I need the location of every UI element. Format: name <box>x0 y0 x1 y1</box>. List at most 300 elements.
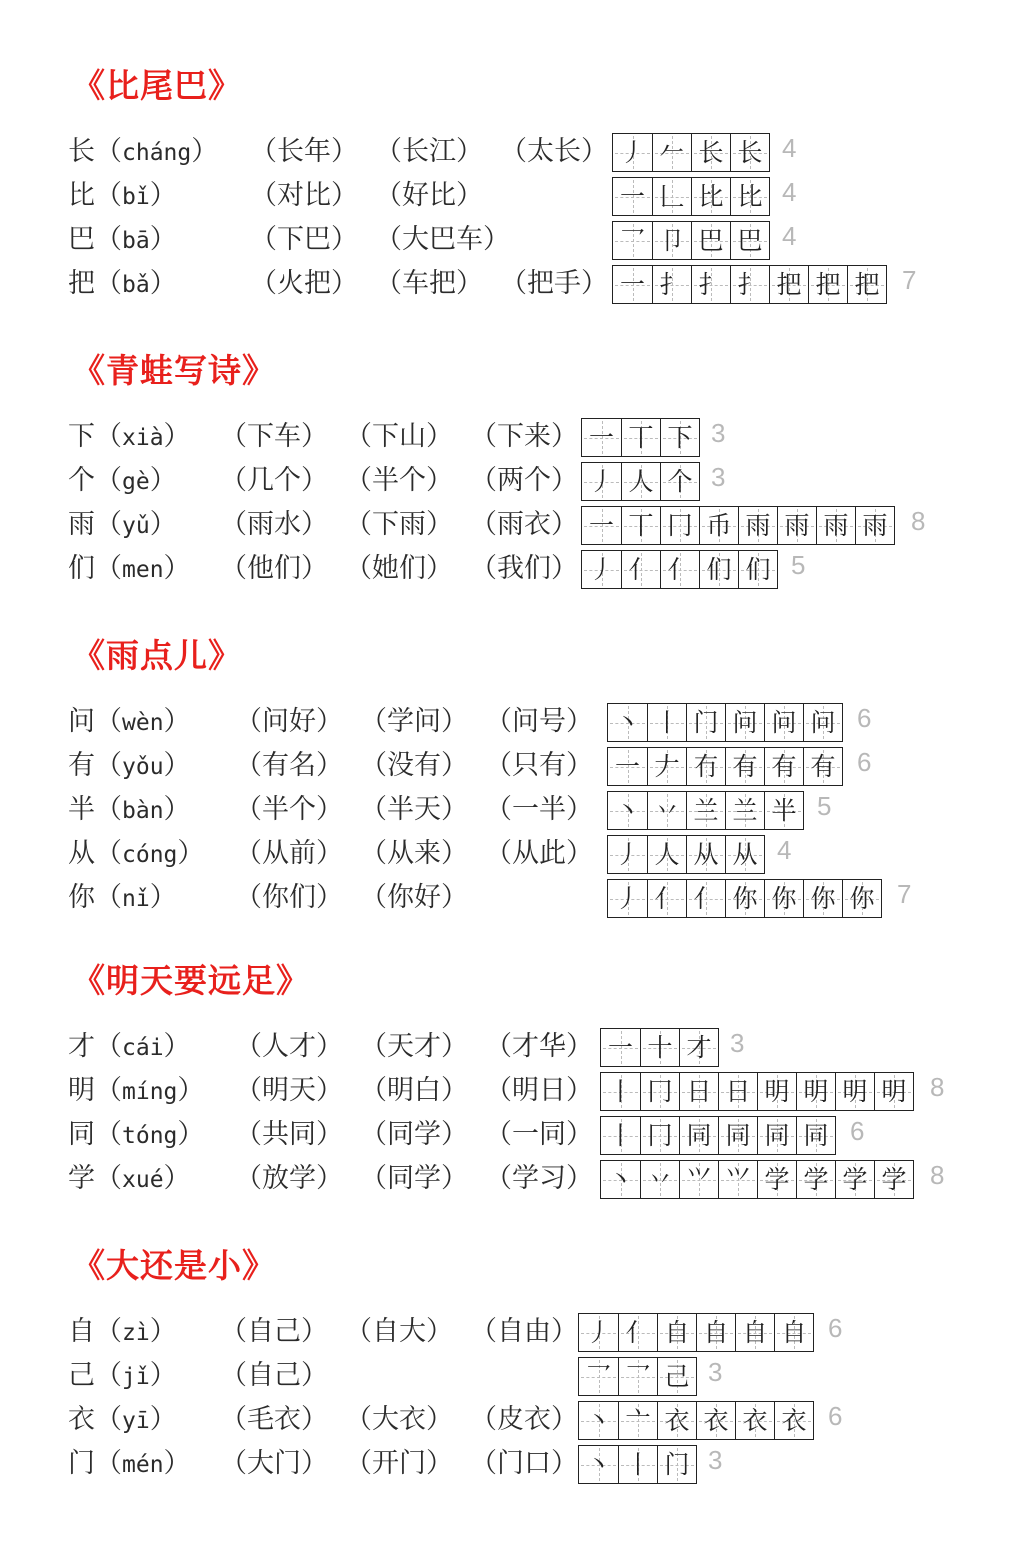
stroke-step: 你 <box>810 884 836 913</box>
paren: ） <box>177 1075 205 1106</box>
character <box>68 1312 177 1353</box>
stroke-step: 一 <box>588 423 614 452</box>
stroke-box <box>725 836 764 873</box>
stroke-step: 丶 <box>614 708 640 737</box>
stroke-step: 𠂉 <box>659 138 685 167</box>
stroke-box <box>608 748 647 785</box>
stroke-box <box>691 178 730 215</box>
pinyin: men <box>122 557 164 583</box>
word-example: （好比） <box>375 180 483 211</box>
stroke-box <box>679 1029 718 1066</box>
stroke-box <box>718 1117 757 1154</box>
paren: ） <box>149 882 177 913</box>
paren: ） <box>149 180 177 211</box>
character-row <box>0 505 1015 549</box>
paren: （ <box>95 706 122 737</box>
character <box>68 1071 204 1112</box>
character-row <box>0 220 1015 264</box>
pinyin: yǔ <box>122 513 150 539</box>
stroke-box <box>652 222 691 259</box>
stroke-box <box>660 463 699 500</box>
stroke-box <box>730 222 769 259</box>
stroke-step: 丅 <box>628 511 654 540</box>
stroke-step: 雨 <box>784 511 810 540</box>
stroke-box <box>764 880 803 917</box>
stroke-box <box>640 1073 679 1110</box>
stroke-order-grid <box>607 879 882 918</box>
character-row <box>0 790 1015 834</box>
character <box>68 176 177 217</box>
stroke-order-grid <box>581 506 895 545</box>
stroke-box <box>735 1402 774 1439</box>
stroke-box <box>757 1161 796 1198</box>
character-row <box>0 264 1015 308</box>
paren: （ <box>95 421 122 452</box>
word-example: （太长） <box>500 136 608 167</box>
stroke-step: 币 <box>706 511 732 540</box>
word-example: （长江） <box>375 136 483 167</box>
character-glyph: 衣 <box>68 1404 95 1435</box>
stroke-step: 长 <box>698 138 724 167</box>
character-row <box>0 1071 1015 1115</box>
stroke-box <box>640 1117 679 1154</box>
stroke-count: 6 <box>828 1313 843 1343</box>
stroke-box <box>579 1314 618 1351</box>
lesson-section <box>0 955 1015 1203</box>
word-example: （雨衣） <box>470 509 578 540</box>
stroke-box <box>764 792 803 829</box>
stroke-step: 自 <box>742 1318 768 1347</box>
stroke-step: 𠂇 <box>654 752 680 781</box>
stroke-box <box>679 1161 718 1198</box>
character-glyph: 学 <box>68 1163 95 1194</box>
stroke-step: 一 <box>614 752 640 781</box>
stroke-box <box>640 1029 679 1066</box>
stroke-step: 学 <box>764 1165 790 1194</box>
stroke-step: 丨 <box>654 708 680 737</box>
stroke-step: 同 <box>686 1121 712 1150</box>
stroke-step: 把 <box>854 270 880 299</box>
stroke-step: 一 <box>619 182 645 211</box>
word-example: （问号） <box>485 706 593 737</box>
stroke-step: 乛 <box>619 226 645 255</box>
stroke-order-grid <box>600 1160 914 1199</box>
word-example: （问好） <box>235 706 343 737</box>
stroke-box <box>686 704 725 741</box>
stroke-step: 丶 <box>614 796 640 825</box>
word-example: （明白） <box>360 1075 468 1106</box>
stroke-step: 有 <box>732 752 758 781</box>
pinyin: xué <box>122 1167 164 1193</box>
stroke-step: 从 <box>693 840 719 869</box>
stroke-step: 乛 <box>585 1362 611 1391</box>
stroke-step: 你 <box>849 884 875 913</box>
stroke-step: 明 <box>881 1077 907 1106</box>
stroke-step: 问 <box>771 708 797 737</box>
stroke-count: 3 <box>708 1445 723 1475</box>
paren: （ <box>95 1448 122 1479</box>
stroke-step: 亻 <box>693 884 719 913</box>
stroke-box <box>601 1073 640 1110</box>
paren: ） <box>163 1031 191 1062</box>
paren: ） <box>149 509 177 540</box>
stroke-box <box>808 266 847 303</box>
paren: （ <box>95 465 122 496</box>
word-example: （开门） <box>345 1448 453 1479</box>
word-example: （从前） <box>235 838 343 869</box>
paren: （ <box>95 224 122 255</box>
stroke-step: 冇 <box>693 752 719 781</box>
stroke-step: 兰 <box>732 796 758 825</box>
character <box>68 220 177 261</box>
stroke-step: 丿 <box>614 884 640 913</box>
lesson-title: 《青蛙写诗》 <box>72 351 276 390</box>
stroke-step: 明 <box>842 1077 868 1106</box>
stroke-step: 人 <box>654 840 680 869</box>
word-example: （没有） <box>360 750 468 781</box>
paren: ） <box>177 838 205 869</box>
pinyin: zì <box>122 1320 150 1346</box>
lesson-title: 《大还是小》 <box>72 1246 276 1285</box>
stroke-box <box>777 507 816 544</box>
pinyin: bā <box>122 228 150 254</box>
stroke-box <box>691 266 730 303</box>
stroke-count: 7 <box>897 879 912 909</box>
stroke-step: 己 <box>664 1362 690 1391</box>
stroke-box <box>579 1446 618 1483</box>
paren: ） <box>163 421 191 452</box>
stroke-step: 一 <box>588 511 614 540</box>
stroke-box <box>618 1446 657 1483</box>
paren: ） <box>149 1404 177 1435</box>
paren: （ <box>95 509 122 540</box>
word-example: （几个） <box>220 465 328 496</box>
character-glyph: 才 <box>68 1031 95 1062</box>
word-example: （毛衣） <box>220 1404 328 1435</box>
stroke-step: 丶 <box>585 1450 611 1479</box>
stroke-count: 3 <box>730 1028 745 1058</box>
stroke-count: 4 <box>777 835 792 865</box>
stroke-box <box>796 1073 835 1110</box>
character-glyph: 们 <box>68 553 95 584</box>
word-example: （只有） <box>485 750 593 781</box>
word-example: （才华） <box>485 1031 593 1062</box>
stroke-box <box>874 1161 913 1198</box>
stroke-step: 丨 <box>607 1121 633 1150</box>
character <box>68 505 177 546</box>
stroke-order-grid <box>600 1028 719 1067</box>
character-row <box>0 1159 1015 1203</box>
stroke-step: 从 <box>732 840 758 869</box>
pinyin: bǐ <box>122 184 150 210</box>
stroke-box <box>657 1358 696 1395</box>
stroke-box <box>842 880 881 917</box>
character-glyph: 把 <box>68 268 95 299</box>
paren: ） <box>177 1119 205 1150</box>
stroke-box <box>652 134 691 171</box>
word-example: （一同） <box>485 1119 593 1150</box>
stroke-box <box>582 551 621 588</box>
stroke-step: 日 <box>686 1077 712 1106</box>
character <box>68 702 191 743</box>
word-example: （下雨） <box>345 509 453 540</box>
stroke-box <box>582 507 621 544</box>
stroke-step: 把 <box>815 270 841 299</box>
paren: （ <box>95 268 122 299</box>
character <box>68 1356 177 1397</box>
stroke-step: 卩 <box>659 226 685 255</box>
paren: ） <box>163 706 191 737</box>
stroke-step: 你 <box>732 884 758 913</box>
character <box>68 417 191 458</box>
character <box>68 1400 177 1441</box>
stroke-box <box>874 1073 913 1110</box>
word-example: （两个） <box>470 465 578 496</box>
character-row <box>0 1400 1015 1444</box>
stroke-count: 4 <box>782 177 797 207</box>
word-example: （学问） <box>360 706 468 737</box>
word-example: （人才） <box>235 1031 343 1062</box>
stroke-box <box>816 507 855 544</box>
stroke-box <box>686 880 725 917</box>
paren: ） <box>191 136 219 167</box>
stroke-step: 有 <box>771 752 797 781</box>
word-example: （大巴车） <box>375 224 510 255</box>
stroke-step: 丿 <box>588 555 614 584</box>
stroke-step: 𠃊 <box>659 182 685 211</box>
stroke-box <box>725 792 764 829</box>
stroke-step: 你 <box>771 884 797 913</box>
stroke-box <box>730 178 769 215</box>
stroke-box <box>699 507 738 544</box>
paren: ） <box>149 465 177 496</box>
character-glyph: 明 <box>68 1075 95 1106</box>
stroke-step: 雨 <box>862 511 888 540</box>
character-row <box>0 1115 1015 1159</box>
lesson-title: 《比尾巴》 <box>72 66 242 105</box>
stroke-order-grid <box>578 1445 697 1484</box>
stroke-step: 扌 <box>659 270 685 299</box>
stroke-box <box>764 748 803 785</box>
stroke-step: 把 <box>776 270 802 299</box>
word-example: （车把） <box>375 268 483 299</box>
stroke-box <box>696 1314 735 1351</box>
stroke-box <box>699 551 738 588</box>
stroke-box <box>647 880 686 917</box>
character-glyph: 下 <box>68 421 95 452</box>
stroke-box <box>652 178 691 215</box>
word-example: （下山） <box>345 421 453 452</box>
word-example: （雨水） <box>220 509 328 540</box>
paren: ） <box>149 1360 177 1391</box>
pinyin: gè <box>122 469 150 495</box>
character-row <box>0 549 1015 593</box>
word-example: （门口） <box>470 1448 578 1479</box>
paren: （ <box>95 1119 122 1150</box>
lesson-title: 《明天要远足》 <box>72 961 310 1000</box>
character-row <box>0 1312 1015 1356</box>
pinyin: cóng <box>122 842 178 868</box>
word-example: （长年） <box>250 136 358 167</box>
character-glyph: 同 <box>68 1119 95 1150</box>
stroke-box <box>618 1358 657 1395</box>
paren: ） <box>149 1316 177 1347</box>
character <box>68 132 218 173</box>
stroke-box <box>757 1117 796 1154</box>
character-glyph: 你 <box>68 882 95 913</box>
stroke-box <box>601 1029 640 1066</box>
word-example: （下巴） <box>250 224 358 255</box>
stroke-box <box>774 1402 813 1439</box>
word-example: （皮衣） <box>470 1404 578 1435</box>
paren: ） <box>163 794 191 825</box>
pinyin: mén <box>122 1452 164 1478</box>
stroke-step: 丿 <box>619 138 645 167</box>
stroke-step: 长 <box>737 138 763 167</box>
stroke-box <box>696 1402 735 1439</box>
stroke-count: 8 <box>911 506 926 536</box>
stroke-step: 明 <box>764 1077 790 1106</box>
paren: ） <box>163 553 191 584</box>
word-example: （明天） <box>235 1075 343 1106</box>
stroke-box <box>686 748 725 785</box>
stroke-box <box>803 880 842 917</box>
stroke-step: 日 <box>725 1077 751 1106</box>
word-example: （共同） <box>235 1119 343 1150</box>
stroke-step: 一 <box>607 1033 633 1062</box>
word-example: （天才） <box>360 1031 468 1062</box>
stroke-step: 乛 <box>625 1362 651 1391</box>
stroke-box <box>691 134 730 171</box>
pinyin: cháng <box>122 140 192 166</box>
word-example: （对比） <box>250 180 358 211</box>
character <box>68 1159 191 1200</box>
stroke-box <box>725 704 764 741</box>
character <box>68 1115 204 1156</box>
stroke-box <box>757 1073 796 1110</box>
stroke-box <box>647 748 686 785</box>
stroke-box <box>657 1314 696 1351</box>
character-glyph: 问 <box>68 706 95 737</box>
pinyin: bàn <box>122 798 164 824</box>
word-example: （他们） <box>220 553 328 584</box>
character <box>68 1027 191 1068</box>
stroke-step: 们 <box>706 555 732 584</box>
stroke-order-grid <box>607 703 843 742</box>
stroke-step: 丷 <box>647 1165 673 1194</box>
stroke-step: 同 <box>725 1121 751 1150</box>
stroke-order-grid <box>607 835 765 874</box>
stroke-step: 比 <box>698 182 724 211</box>
character <box>68 834 204 875</box>
word-example: （你们） <box>235 882 343 913</box>
stroke-step: 丶 <box>607 1165 633 1194</box>
stroke-box <box>725 748 764 785</box>
stroke-box <box>608 792 647 829</box>
stroke-box <box>647 792 686 829</box>
word-example: （下来） <box>470 421 578 452</box>
lesson-title: 《雨点儿》 <box>72 636 242 675</box>
stroke-step: 丨 <box>625 1450 651 1479</box>
stroke-box <box>803 748 842 785</box>
pinyin: yǒu <box>122 754 164 780</box>
stroke-step: 丷 <box>654 796 680 825</box>
stroke-step: 冂 <box>667 511 693 540</box>
character <box>68 549 191 590</box>
stroke-step: ⺍ <box>686 1165 712 1194</box>
stroke-count: 5 <box>817 791 832 821</box>
stroke-box <box>579 1402 618 1439</box>
stroke-box <box>657 1402 696 1439</box>
stroke-box <box>735 1314 774 1351</box>
word-example: （半个） <box>345 465 453 496</box>
stroke-step: 个 <box>667 467 693 496</box>
stroke-order-grid <box>612 221 770 260</box>
paren: （ <box>95 882 122 913</box>
character-glyph: 己 <box>68 1360 95 1391</box>
stroke-box <box>613 178 652 215</box>
character <box>68 878 177 919</box>
stroke-step: 丿 <box>585 1318 611 1347</box>
stroke-box <box>618 1314 657 1351</box>
stroke-order-grid <box>581 418 700 457</box>
stroke-box <box>718 1161 757 1198</box>
stroke-count: 6 <box>857 703 872 733</box>
stroke-step: 自 <box>703 1318 729 1347</box>
stroke-step: 门 <box>664 1450 690 1479</box>
stroke-box <box>579 1358 618 1395</box>
character-row <box>0 702 1015 746</box>
stroke-box <box>835 1161 874 1198</box>
stroke-count: 3 <box>711 462 726 492</box>
stroke-order-grid <box>578 1401 814 1440</box>
stroke-box <box>618 1402 657 1439</box>
paren: （ <box>95 1163 122 1194</box>
stroke-count: 3 <box>708 1357 723 1387</box>
stroke-step: 亠 <box>625 1406 651 1435</box>
stroke-step: 学 <box>881 1165 907 1194</box>
stroke-box <box>855 507 894 544</box>
stroke-step: 衣 <box>703 1406 729 1435</box>
stroke-box <box>621 463 660 500</box>
word-example: （把手） <box>500 268 608 299</box>
stroke-step: 丿 <box>588 467 614 496</box>
stroke-step: 自 <box>664 1318 690 1347</box>
character-row <box>0 834 1015 878</box>
stroke-count: 5 <box>791 550 806 580</box>
word-example: （明日） <box>485 1075 593 1106</box>
stroke-box <box>621 419 660 456</box>
stroke-box <box>686 792 725 829</box>
character <box>68 746 191 787</box>
paren: （ <box>95 180 122 211</box>
word-example: （从来） <box>360 838 468 869</box>
stroke-step: 雨 <box>745 511 771 540</box>
stroke-order-grid <box>612 265 887 304</box>
word-example: （大门） <box>220 1448 328 1479</box>
paren: （ <box>95 1360 122 1391</box>
paren: ） <box>149 268 177 299</box>
stroke-step: 扌 <box>698 270 724 299</box>
character-row <box>0 461 1015 505</box>
stroke-box <box>738 507 777 544</box>
stroke-box <box>725 880 764 917</box>
lesson-section <box>0 1240 1015 1488</box>
paren: ） <box>163 750 191 781</box>
paren: ） <box>149 224 177 255</box>
stroke-count: 7 <box>902 265 917 295</box>
stroke-box <box>679 1117 718 1154</box>
